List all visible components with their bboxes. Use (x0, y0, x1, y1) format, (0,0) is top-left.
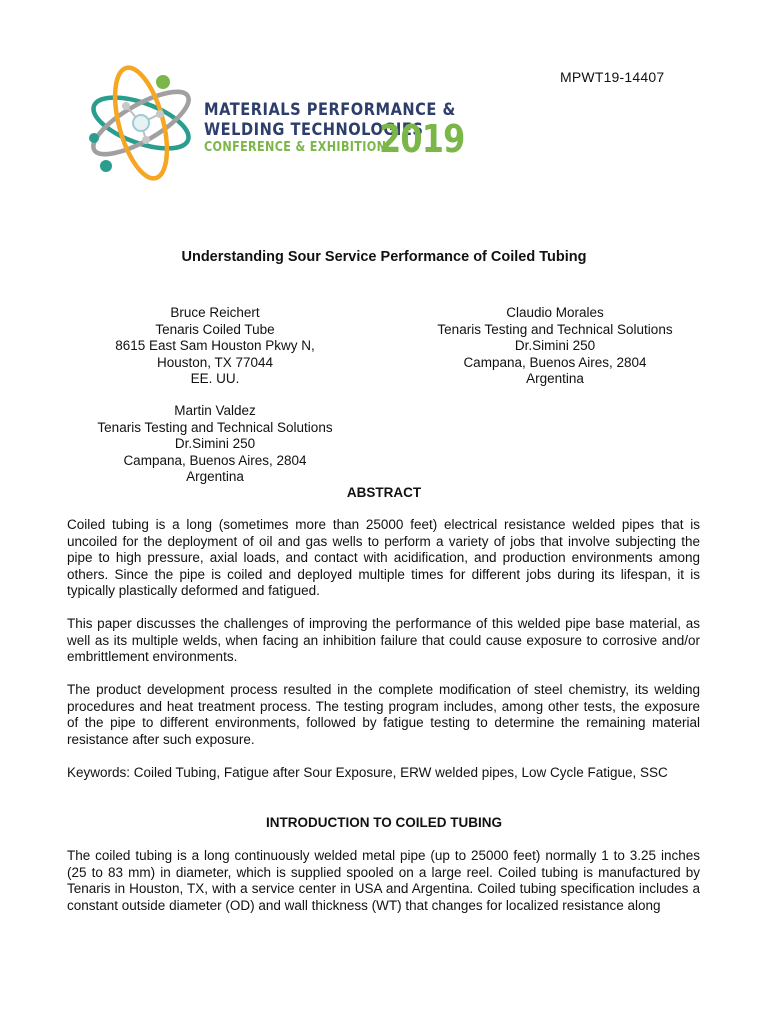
abstract-paragraph-2: This paper discusses the challenges of improving the performance of this welded pipe base material, as well as its multiple welds, when facing an inhibition failure that could cause exposure to corrosive and/or embrittlement environments. (67, 616, 700, 664)
logo-line-3: CONFERENCE & EXHIBITION (204, 140, 387, 155)
author-block-2 (400, 305, 710, 388)
author-address-line-2: Campana, Buenos Aires, 2804 (463, 354, 647, 370)
author-name: Martin Valdez (174, 403, 256, 418)
abstract-heading: ABSTRACT (346, 485, 422, 500)
logo-year: 2019 (379, 117, 465, 161)
logo-line-1: MATERIALS PERFORMANCE & (204, 100, 456, 120)
conference-logo-text (204, 100, 465, 166)
abstract-paragraph-3: The product development process resulted in the complete modification of steel chemistry, its welding procedures and heat treatment process. The testing program includes, among other tests, the exposure of the pipe to different environments, followed by fatigue testing to determine the remaining material resistance after such exposure. (67, 682, 700, 747)
author-address-line-1: Dr.Simini 250 (174, 436, 256, 451)
keywords: Keywords: Coiled Tubing, Fatigue after Sour Exposure, ERW welded pipes, Low Cycle Fatigue, SSC (67, 765, 668, 780)
logo-line-2: WELDING TECHNOLOGIES (204, 120, 424, 140)
author-block-3 (60, 403, 370, 486)
paper-title: Understanding Sour Service Performance of Coiled Tubing (181, 249, 587, 265)
introduction-heading: INTRODUCTION TO COILED TUBING (266, 815, 502, 830)
author-affiliation: Tenaris Testing and Technical Solutions (437, 321, 673, 337)
author-address-line-1: 8615 East Sam Houston Pkwy N, (115, 338, 315, 353)
paper-id: MPWT19-14407 (560, 69, 665, 85)
author-name: Bruce Reichert (170, 305, 260, 320)
author-block-1 (60, 305, 370, 388)
atom-logo-icon (86, 62, 196, 184)
author-country: Argentina (526, 371, 584, 386)
author-address-line-2: Houston, TX 77044 (156, 354, 274, 370)
abstract-paragraph-1: Coiled tubing is a long (sometimes more than 25000 feet) electrical resistance welded pipes that is uncoiled for the deployment of oil and gas wells to perform a variety of jobs that involve subjecting the pipe to high pressure, axial loads, and contact with acidification, and production environments among others. Since the pipe is coiled and deployed multiple times for different jobs during its lifespan, it is typically plastically deformed and fatigued. (67, 517, 700, 598)
author-affiliation: Tenaris Testing and Technical Solutions (97, 419, 333, 435)
author-affiliation: Tenaris Coiled Tube (155, 321, 275, 337)
author-country: Argentina (186, 469, 244, 484)
introduction-paragraph: The coiled tubing is a long continuously welded metal pipe (up to 25000 feet) normally 1 to 3.25 inches (25 to 83 mm) in diameter, which is supplied spooled on a large reel. Coiled tubing is manufactured by Tenaris in Houston, TX, with a service center in USA and Argentina. Coiled tubing specification includes a constant outside diameter (OD) and wall thickness (WT) that changes for localized resistance along (67, 848, 700, 913)
author-address-line-1: Dr.Simini 250 (514, 338, 596, 353)
author-name: Claudio Morales (506, 305, 604, 320)
author-address-line-2: Campana, Buenos Aires, 2804 (123, 452, 307, 468)
author-country: EE. UU. (190, 371, 240, 386)
